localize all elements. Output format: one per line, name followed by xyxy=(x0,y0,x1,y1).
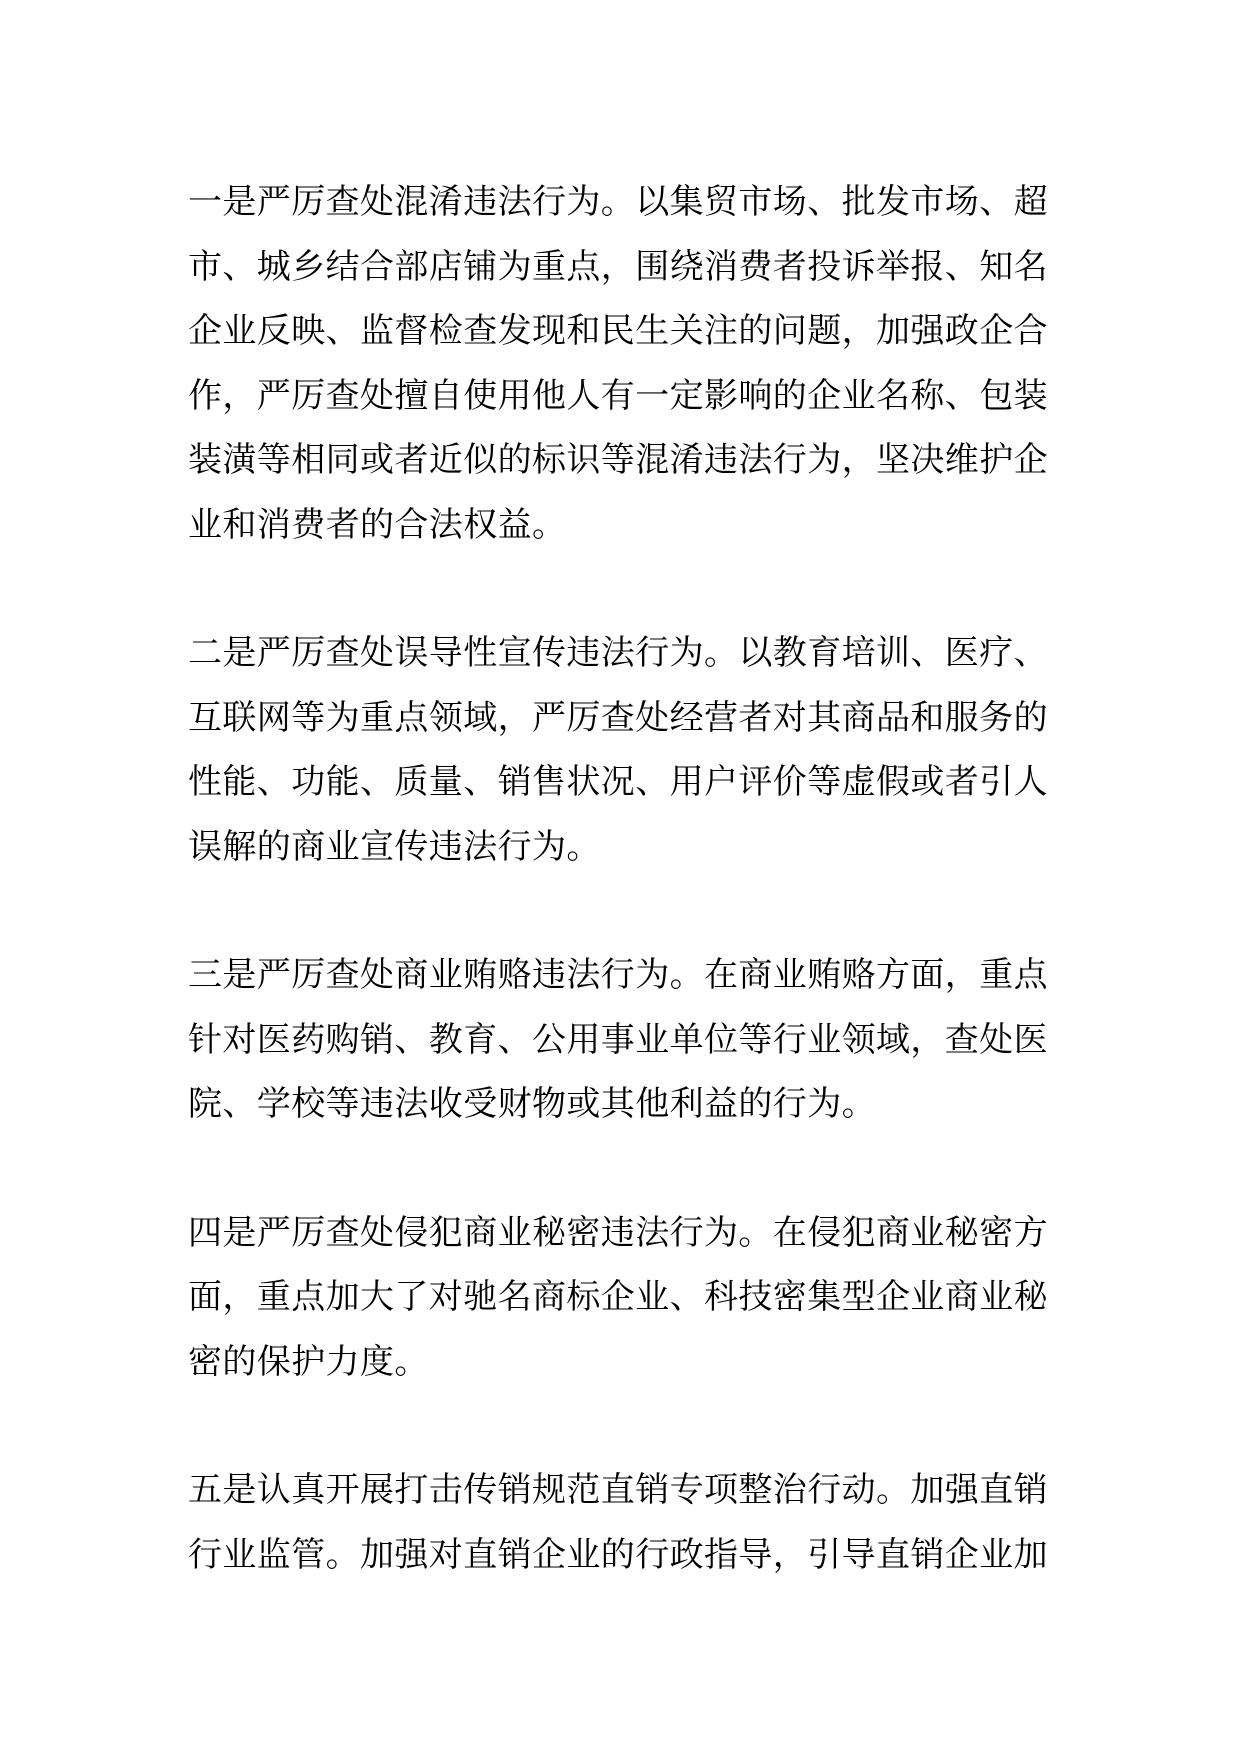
paragraph-1 xyxy=(188,170,1058,557)
text-line: 性能、功能、质量、销售状况、用户评价等虚假或者引人 xyxy=(188,762,1048,802)
text-line: 作，严厉查处擅自使用他人有一定影响的企业名称、包装 xyxy=(188,375,1048,416)
text-line: 市、城乡结合部店铺为重点，围绕消费者投诉举报、知名 xyxy=(188,246,1048,287)
text-line: 密的保护力度。 xyxy=(188,1341,429,1382)
text-line: 企业反映、监督检查发现和民生关注的问题，加强政企合 xyxy=(188,311,1048,351)
text-line: 装潢等相同或者近似的标识等混淆违法行为，坚决维护企 xyxy=(188,440,1048,480)
text-line: 业和消费者的合法权益。 xyxy=(188,504,567,545)
text-line: 四是严厉查处侵犯商业秘密违法行为。在侵犯商业秘密方 xyxy=(188,1212,1048,1253)
paragraph-3 xyxy=(188,943,1058,1137)
text-line: 互联网等为重点领域，严厉查处经营者对其商品和服务的 xyxy=(188,697,1048,738)
text-line: 行业监管。加强对直销企业的行政指导，引导直销企业加 xyxy=(188,1534,1048,1575)
text-line: 三是严厉查处商业贿赂违法行为。在商业贿赂方面，重点 xyxy=(188,955,1048,995)
paragraph-5 xyxy=(188,1458,1058,1587)
paragraph-2 xyxy=(188,621,1058,879)
text-line: 面，重点加大了对驰名商标企业、科技密集型企业商业秘 xyxy=(188,1277,1048,1317)
text-line: 二是严厉查处误导性宣传违法行为。以教育培训、医疗、 xyxy=(188,633,1048,673)
text-line: 针对医药购销、教育、公用事业单位等行业领域，查处医 xyxy=(188,1019,1048,1060)
text-line: 五是认真开展打击传销规范直销专项整治行动。加强直销 xyxy=(188,1470,1048,1510)
text-line: 误解的商业宣传违法行为。 xyxy=(188,826,601,867)
paragraph-4 xyxy=(188,1201,1058,1395)
text-line: 一是严厉查处混淆违法行为。以集贸市场、批发市场、超 xyxy=(188,182,1048,222)
document-body xyxy=(188,170,1058,1651)
text-line: 院、学校等违法收受财物或其他利益的行为。 xyxy=(188,1084,876,1124)
